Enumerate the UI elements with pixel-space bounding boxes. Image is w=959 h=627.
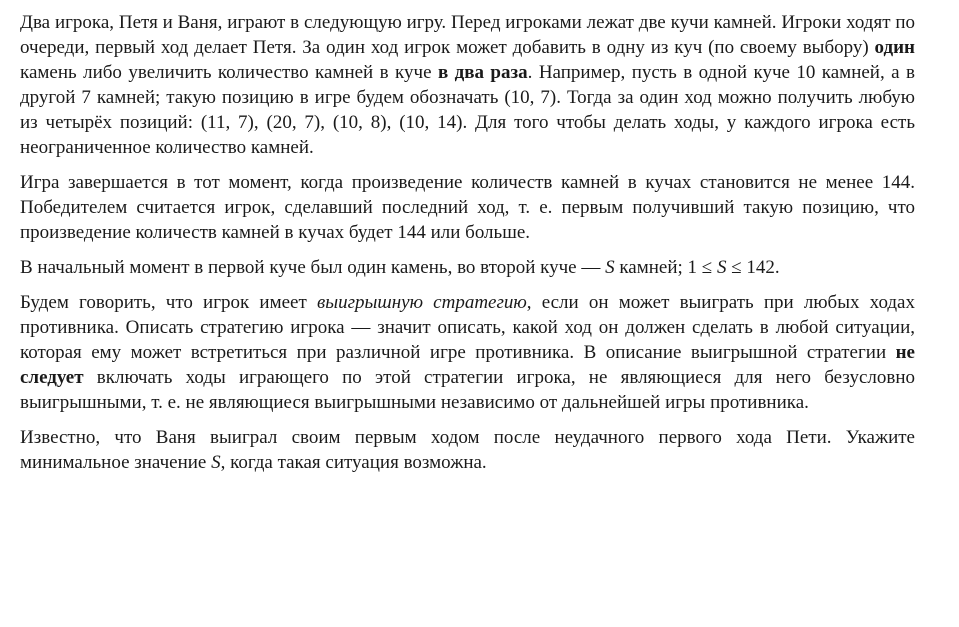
bold-text: не следует [20, 342, 915, 388]
text-run: . Например, пусть в одной куче 10 камней, а в другой 7 камней; такую позицию в игре будем обозначать (10, 7). Тогда за один ход можно получить любую из четырёх позиций: (11, 7), (20, 7), (10, 8), (10, 14). Для того чтобы делать ходы, у каждого игрока есть неограниченное количество камней. [20, 62, 915, 158]
bold-text: один [874, 37, 915, 58]
text-run: камней; 1 ≤ [614, 257, 717, 278]
text-run: , когда такая ситуация возможна. [220, 452, 487, 473]
paragraph-question [20, 425, 915, 475]
paragraph-end-condition [20, 170, 915, 245]
text-run: Известно, что Ваня выиграл своим первым ходом после неудачного первого хода Пети. Укажите минимальное значение [20, 427, 915, 473]
text-run: Будем говорить, что игрок имеет [20, 292, 317, 313]
bold-text: в два раза [437, 62, 528, 83]
italic-text: S [605, 257, 615, 278]
text-run: включать ходы играющего по этой стратегии игрока, не являющиеся для него безусловно выигрышными, т. е. не являющиеся выигрышными независимо от дальнейшей игры противника. [20, 367, 915, 413]
text-run: Игра завершается в тот момент, когда произведение количеств камней в кучах становится не менее 144. Победителем считается игрок, сделавший последний ход, т. е. первым получивший такую позицию, что произведение количеств камней в кучах будет 144 или больше. [20, 172, 915, 243]
text-run: В начальный момент в первой куче был один камень, во второй куче — [20, 257, 606, 278]
text-run: , если он может выиграть при любых ходах противника. Описать стратегию игрока — значит описать, какой ход он должен сделать в любой ситуации, которая ему может встретиться при различной игре противника. В описание выигрышной стратегии [20, 292, 915, 363]
italic-text: выигрышную стратегию [316, 292, 527, 313]
task-document [20, 10, 915, 475]
paragraph-start-position [20, 255, 915, 280]
text-run: камень либо увеличить количество камней в куче [20, 62, 438, 83]
italic-text: S [211, 452, 221, 473]
paragraph-intro [20, 10, 915, 160]
italic-text: S [716, 257, 727, 278]
paragraph-strategy-definition [20, 290, 915, 415]
text-run: Два игрока, Петя и Ваня, играют в следующую игру. Перед игроками лежат две кучи камней. Игроки ходят по очереди, первый ход делает Петя. За один ход игрок может добавить в одну из куч (по своему выбору) [20, 12, 915, 58]
text-run: ≤ 142. [726, 257, 780, 278]
